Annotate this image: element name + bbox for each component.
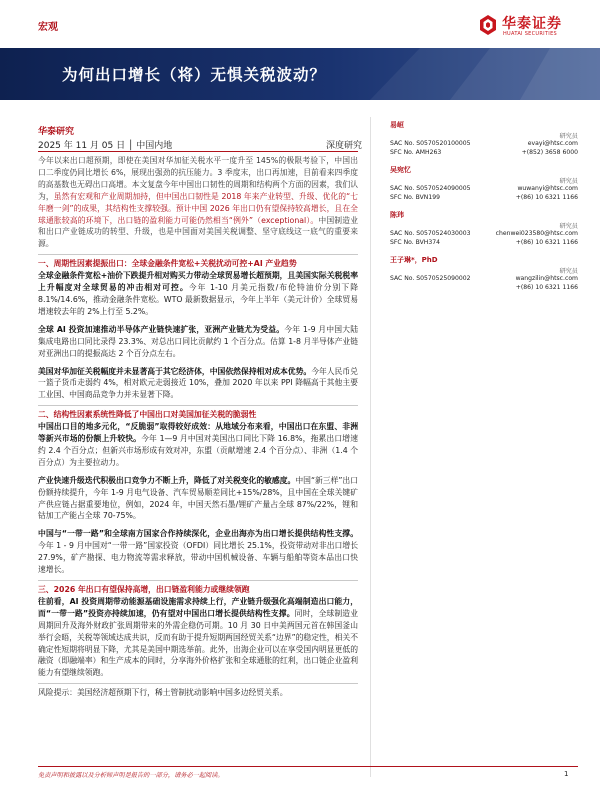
para-lead: 全球金融条件宽松+油价下跌提升相对购买力带动全球贸易增长超预期，且美国实际关税税率上升幅度对全球贸易的冲击相对可控。 — [38, 271, 358, 293]
analyst-row — [390, 274, 578, 283]
para-text: 今年 1 - 9 月中国对“一带一路”国家投资（OFDI）同比增长 25.1%，投资带动对非出口增长 27.9%，矿产勘探、电力物流等需求释放，带动中国机械设备、车辆与船舶等资本品出口快速增长。 — [38, 541, 358, 575]
section-1-para-3 — [38, 366, 358, 402]
analyst-phone: +(86) 10 6321 1166 — [515, 194, 578, 201]
section-divider — [38, 580, 358, 581]
analyst-name: 陈玮 — [390, 211, 404, 219]
para-text: 中国“新三样”出口份额持续提升，今年 1-9 月电气设备、汽车贸易顺差同比+15%/28%，且中国在全球关键矿产供应链占据重要地位，例如，2024 年，中国天然石墨/锂矿产量占全球 87%/22%，锂和钴加工产能占全球 70-75%。 — [38, 475, 359, 521]
research-org: 华泰研究 — [38, 127, 75, 137]
para-lead: 产业快速升级迭代积极出口竞争力不断上升，降低了对关税变化的敏感度。 — [38, 475, 296, 485]
analyst-row — [390, 283, 578, 292]
report-date: 2025 年 11 月 05 日 — [38, 141, 126, 151]
analyst-name: 易峘 — [390, 121, 404, 129]
analyst-sac: SAC No. S0570520100005 — [390, 140, 471, 147]
analyst-sfc: SFC No. AMH263 — [390, 149, 442, 156]
page-number: 1 — [564, 770, 569, 778]
analyst-sfc: SFC No. BVH374 — [390, 239, 440, 246]
summary-text-2: 中国制造业和出口产业链成功的转型、升级，也是中国面对美国关税调整、坚守底线这一底气的重要来源。 — [38, 215, 359, 249]
para-lead: 全球 AI 投资加速推动半导体产业链快速扩张，亚洲产业链尤为受益。 — [38, 324, 285, 334]
summary-text: 今年以来出口超预期，即使在美国对华加征关税水平一度升至 145%的极限考验下，中国出口二季度仍同比增长 6%，展现出强劲的抗压能力。3 季度末，出口再加速，目前看来四季度的高基数也无碍出口高增。本文复盘今年中国出口韧性的周期和结构两个方面的因素，我们认为， — [38, 156, 358, 201]
analyst-row — [390, 229, 578, 238]
section-2-para-1 — [38, 421, 358, 469]
report-type: 深度研究 — [326, 141, 363, 151]
summary-paragraph — [38, 155, 358, 250]
date-line — [38, 138, 172, 151]
analyst-card — [390, 210, 578, 247]
title-band-decoration — [340, 48, 600, 100]
para-lead: 往前看，AI 投资周期带动能源基础设施需求持续上行，产业链升级强化高端制造出口能力，而“一带一路”投资亦持续加速，仍有望对中国出口增长提供结构性支撑。 — [38, 596, 358, 618]
footer-rule — [38, 766, 578, 767]
analyst-name: 王子琳*，PhD — [390, 256, 438, 264]
main-content — [38, 155, 358, 699]
header-rule — [38, 151, 358, 152]
analyst-email[interactable]: evayi@htsc.com — [527, 140, 578, 147]
sidebar-divider — [370, 117, 371, 777]
para-text: 今年人民币兑一篮子货币走弱约 4%，相对欧元走弱接近 10%，叠加 2020 年以来 PPI 降幅高于其他主要工业国、中国商品竞争力并未显著下降。 — [38, 366, 359, 400]
analyst-name: 吴宛忆 — [390, 166, 411, 174]
report-category: 宏观 — [38, 22, 58, 33]
analyst-sac: SAC No. S0570525090002 — [390, 275, 471, 282]
section-divider — [38, 683, 358, 684]
report-region: 中国内地 — [136, 141, 173, 151]
summary-highlight: 虽然有宏观和产业周期加持，但中国出口韧性是 2018 年来产业转型、升级、优化的“七年磨一剑”的成果，其结构性支撑较强。 — [38, 191, 358, 213]
section-heading-3: 三、2026 年出口有望保持高增，出口链盈利能力或继续领跑 — [38, 585, 250, 594]
section-divider — [38, 254, 358, 255]
huatai-logo-icon — [478, 14, 498, 36]
section-heading-2: 二、结构性因素系统性降低了中国出口对美国加征关税的脆弱性 — [38, 410, 257, 420]
analyst-phone: +(86) 10 6321 1166 — [515, 239, 578, 246]
section-1-para-1 — [38, 270, 358, 318]
logo-wordmark-en: HUATAI SECURITIES — [503, 31, 557, 37]
logo-wordmark: 华泰证券 — [502, 16, 562, 32]
section-heading-1: 一、周期性因素提振出口：全球金融条件宽松+关税扰动可控+AI 产业趋势 — [38, 259, 297, 269]
analyst-role: 研究员 — [559, 178, 578, 185]
analyst-card — [390, 165, 578, 202]
para-text: 同时，全球制造业周期回升及海外财政扩张周期带来的外需企稳仍可期。10 月 30 日中美两国元首在韩国釜山举行会晤，关税等领域达成共识，反而有助于提升短期两国经贸关系“边界”的稳定性，相关不确定性短期将明显下降，尤其是美国中期选举前。此外，出海企业可以在享受国内明显更低的融资（即融端率）和生产成本的同时，分享海外价格扩张和全球通胀的红利，出口链企业盈利能力有望继续领跑。 — [38, 608, 359, 678]
analyst-role: 研究员 — [559, 268, 578, 275]
section-2-para-3 — [38, 528, 358, 576]
analyst-email[interactable]: wangzilin@htsc.com — [515, 275, 578, 282]
analyst-sac: SAC No. S0570524030003 — [390, 230, 471, 237]
analyst-phone: +(86) 10 6321 1166 — [515, 284, 578, 291]
analyst-list — [390, 120, 578, 300]
section-2-para-2 — [38, 475, 358, 523]
analyst-email[interactable]: wuwanyi@htsc.com — [517, 185, 578, 192]
risk-note: 风险提示：美国经济超预期下行，稀土管制扰动影响中国多边经贸关系。 — [38, 688, 288, 698]
logo — [478, 12, 578, 42]
section-1-para-2 — [38, 324, 358, 360]
analyst-row — [390, 238, 578, 247]
summary-highlight-2: 预计中国 2026 年出口仍有望保持较高增长，且在全球通胀较高的环境下，出口链的盈利能力可能仍然相当“例外”（exceptional）。 — [38, 203, 358, 225]
report-title: 为何出口增长（将）无惧关税波动？ — [62, 66, 327, 84]
para-lead: 中国出口目的地多元化，“反脆弱”取得较好成效：从地域分布来看，中国出口在东盟、非洲等新兴市场的份额上升较快。 — [38, 422, 358, 444]
analyst-sac: SAC No. S0570524090005 — [390, 185, 471, 192]
analyst-row — [390, 148, 578, 157]
analyst-row — [390, 139, 578, 148]
para-text: 今年 1-10 月美元指数/布伦特油价分别下降 8.1%/14.6%，推动金融条件宽松。WTO 最新数据显示，今年上半年（美元计价）全球贸易增速较去年的 2%上行至 5.2%。 — [38, 283, 359, 316]
analyst-row — [390, 184, 578, 193]
analyst-card — [390, 120, 578, 157]
analyst-role: 研究员 — [559, 133, 578, 140]
analyst-role: 研究员 — [559, 223, 578, 230]
analyst-sfc: SFC No. BVN199 — [390, 194, 440, 201]
footer-disclaimer: 免责声明和披露以及分析师声明是报告的一部分，请务必一起阅读。 — [38, 772, 224, 779]
para-text: 今年 1-9 月中国大陆集成电路出口同比录得 23.3%、对总出口同比贡献约 1 个百分点。估算 1-8 月半导体产业链对亚洲出口的提振高达 2 个百分点左右。 — [38, 324, 358, 358]
analyst-row — [390, 193, 578, 202]
separator: │ — [128, 141, 134, 151]
para-lead: 美国对华加征关税幅度并未显著高于其它经济体，中国依然保持相对成本优势。 — [38, 366, 312, 376]
section-3-para-1 — [38, 596, 358, 679]
para-text: 今年 1—9 月中国对美国出口同比下降 16.8%，拖累出口增速约 2.4 个百分点；但新兴市场形成有效对冲，东盟（贡献增速 2.4 个百分点）、非洲（1.4 个百分点）为主要拉动力。 — [38, 434, 358, 467]
analyst-card — [390, 255, 578, 292]
section-divider — [38, 405, 358, 406]
analyst-phone: +(852) 3658 6000 — [521, 149, 578, 156]
para-lead: 中国与“一带一路”和全球南方国家合作持续深化，企业出海亦为出口增长提供结构性支撑。 — [38, 529, 358, 539]
analyst-email[interactable]: chenwei023580@htsc.com — [495, 230, 578, 237]
